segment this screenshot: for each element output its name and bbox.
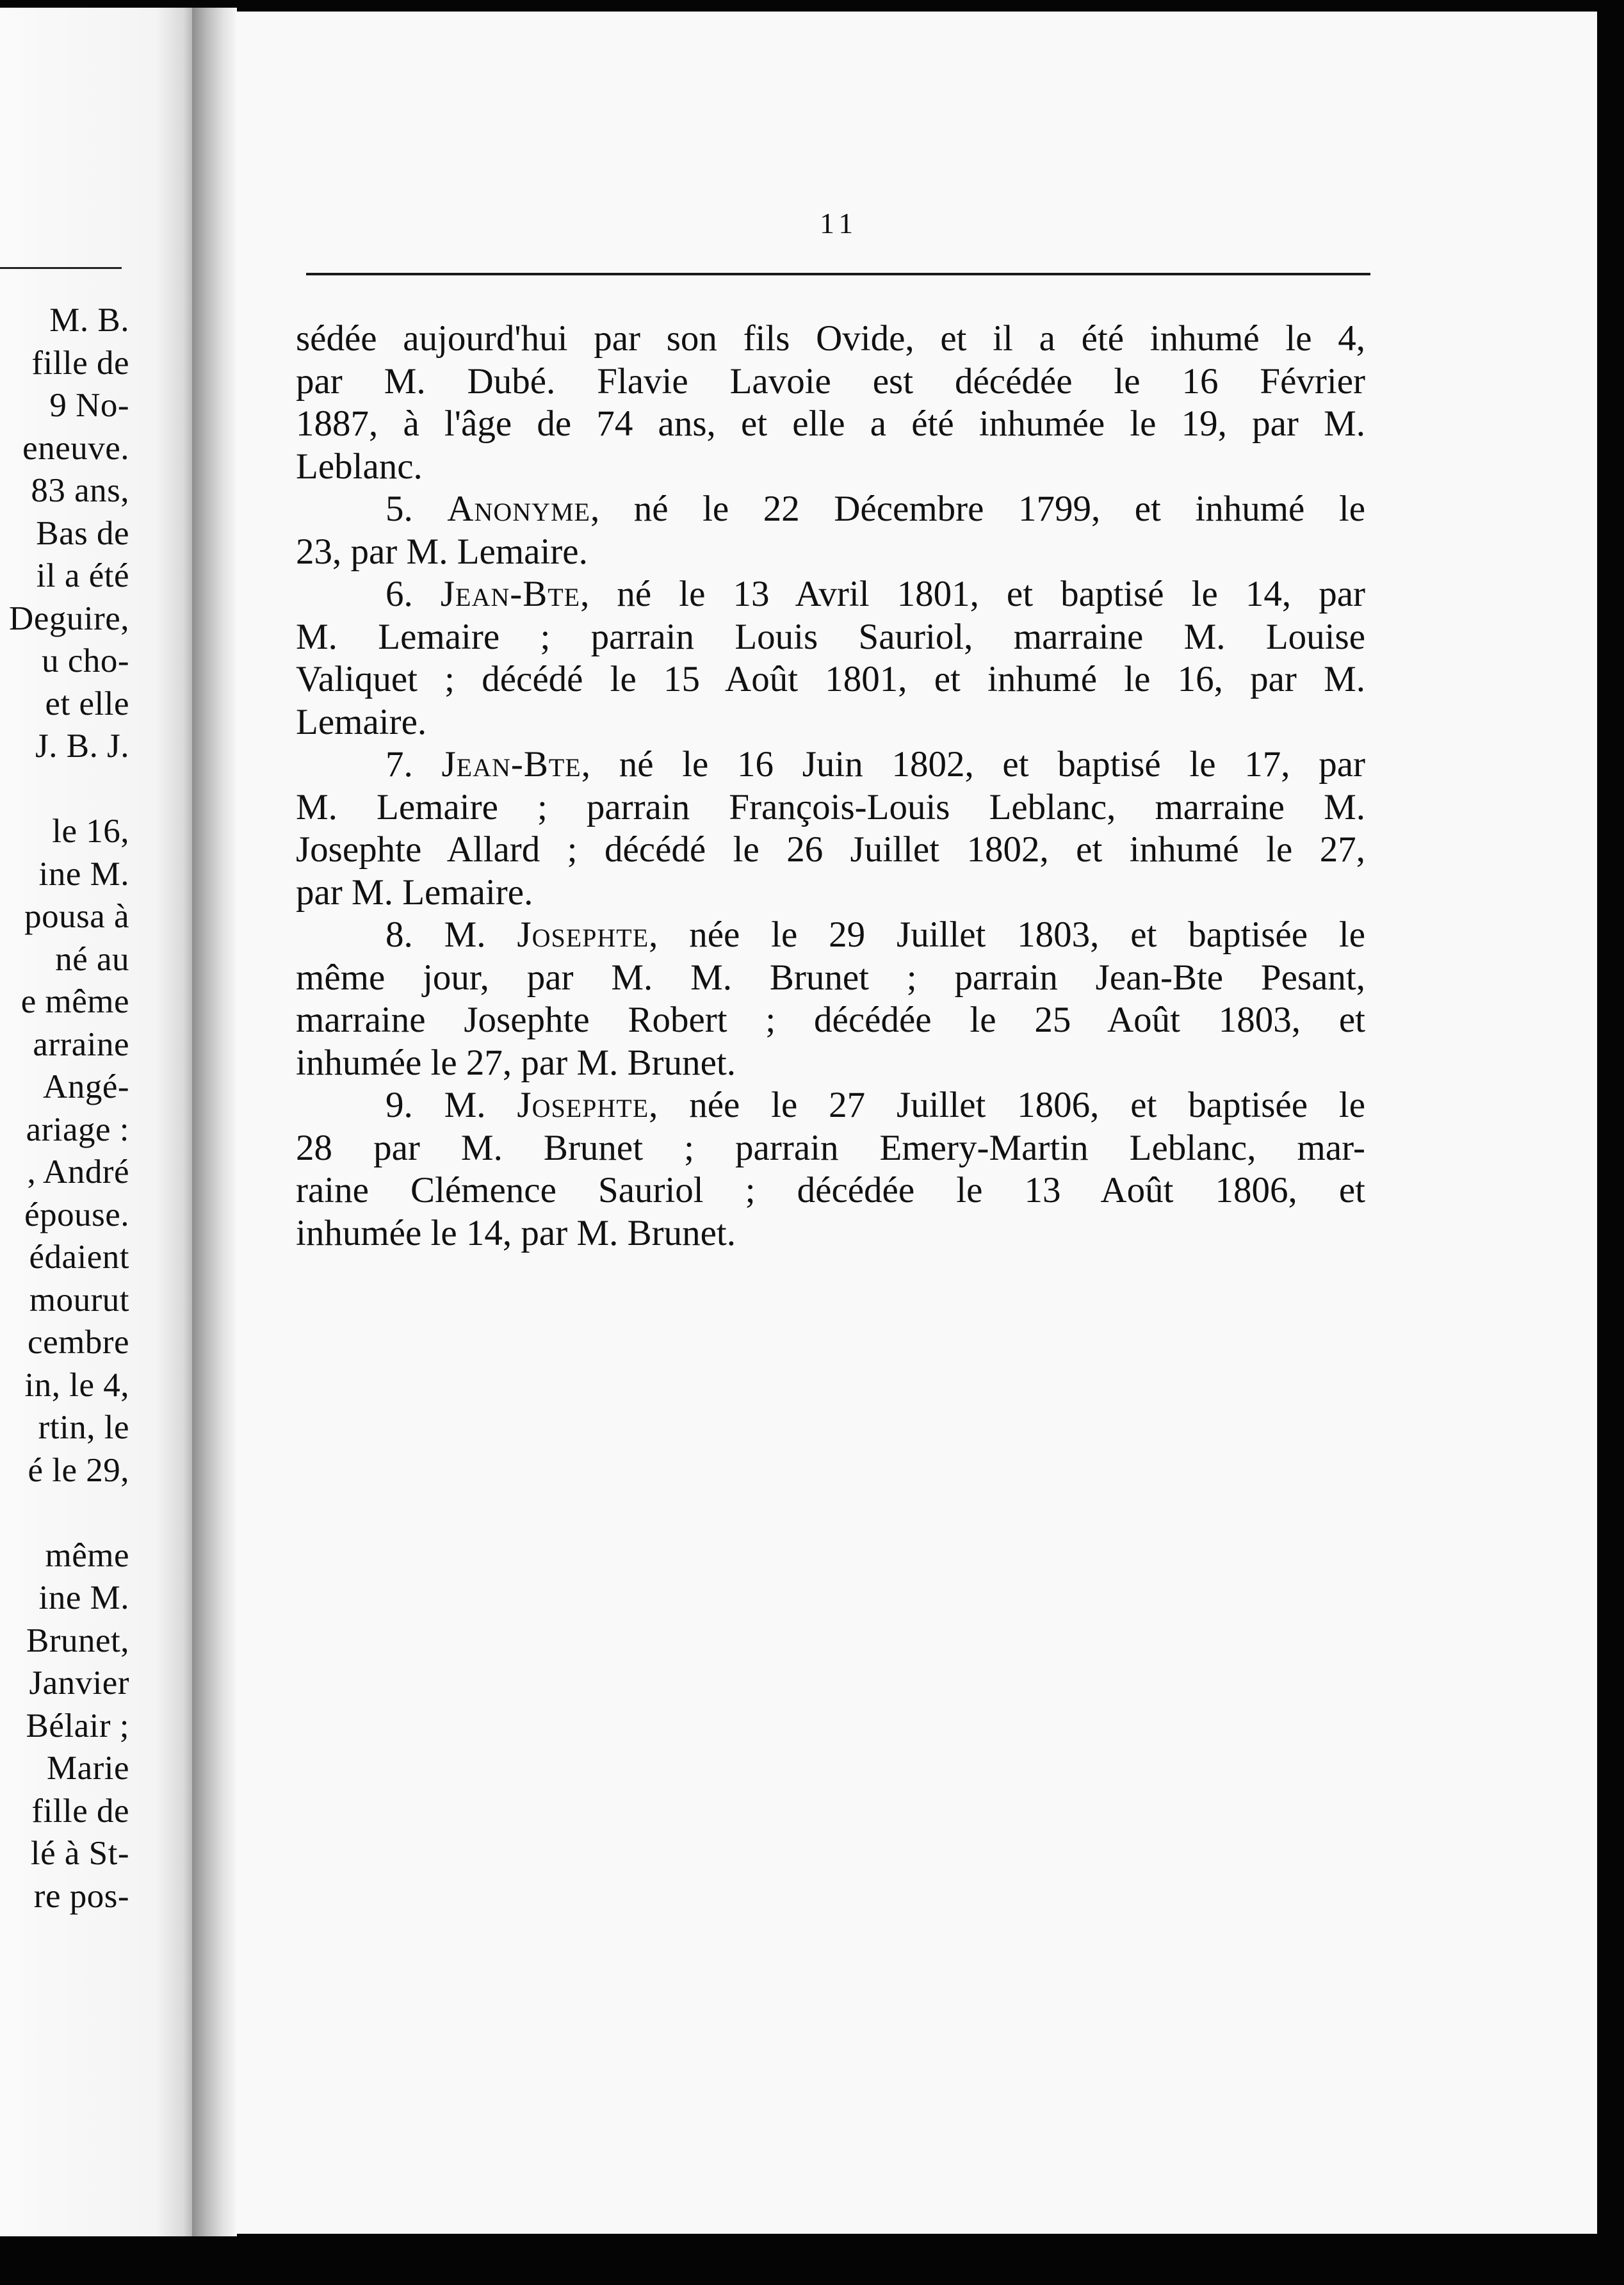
text-line: M. Lemaire ; parrain François-Louis Leblanc, marraine M. xyxy=(296,786,1365,827)
previous-page-line: Janvier xyxy=(29,1664,129,1702)
entry-first-line-text: , né le 13 Avril 1801, et baptisé le 14, par xyxy=(580,574,1365,614)
entry-name-prefix: M. xyxy=(444,915,517,955)
text-line: Lemaire. xyxy=(296,701,427,742)
previous-page-line: cembre xyxy=(28,1324,129,1361)
text-line xyxy=(296,488,1365,531)
previous-page-line: Bas de xyxy=(36,514,129,552)
previous-page-line: lé à St- xyxy=(30,1835,129,1872)
entry-name: Josephte xyxy=(517,915,649,955)
entry-number: 5. xyxy=(386,489,448,529)
text-line: par M. Lemaire. xyxy=(296,872,533,913)
previous-page-fragment xyxy=(0,8,200,2236)
text-line: inhumée le 14, par M. Brunet. xyxy=(296,1212,736,1253)
entry-name: Jean-Bte xyxy=(441,744,581,785)
previous-page-line: édaient xyxy=(29,1239,129,1276)
previous-page-line: Deguire, xyxy=(9,599,129,637)
previous-page-line: il a été xyxy=(36,557,129,594)
previous-page-line: et elle xyxy=(45,685,129,722)
text-line: M. Lemaire ; parrain Louis Sauriol, marraine M. Louise xyxy=(296,616,1365,657)
entry-paragraph xyxy=(296,744,1365,914)
entry-first-line-text: , né le 16 Juin 1802, et baptisé le 17, par xyxy=(581,744,1366,785)
previous-page-rule xyxy=(0,267,122,269)
entry-paragraph xyxy=(296,488,1365,573)
previous-page-line: eneuve. xyxy=(22,429,129,467)
entry-first-line-text: , née le 27 Juillet 1806, et baptisée le xyxy=(649,1085,1366,1125)
previous-page-line: rtin, le xyxy=(38,1409,129,1446)
entry-paragraph xyxy=(296,914,1365,1084)
text-line xyxy=(296,573,1365,616)
previous-page-line: é le 29, xyxy=(28,1451,129,1489)
text-line: Valiquet ; décédé le 15 Août 1801, et inhumé le 16, par M. xyxy=(296,659,1365,699)
previous-page-line: même xyxy=(45,1536,129,1574)
book-gutter-shadow xyxy=(192,8,237,2236)
entry-name: Jean-Bte xyxy=(440,574,581,614)
text-line: marraine Josephte Robert ; décédée le 25 Août 1803, et xyxy=(296,1000,1365,1040)
entry-number: 6. xyxy=(386,574,441,614)
text-line: inhumée le 27, par M. Brunet. xyxy=(296,1042,736,1083)
entry-name: Josephte xyxy=(517,1085,649,1125)
previous-page-line: ine M. xyxy=(38,855,129,893)
previous-page-line: u cho- xyxy=(42,642,129,679)
entry-number: 8. xyxy=(386,915,444,955)
previous-page-line: Brunet, xyxy=(26,1622,129,1659)
entry-paragraph xyxy=(296,573,1365,744)
previous-page-line: pousa à xyxy=(24,898,129,935)
previous-page-line: mourut xyxy=(29,1281,129,1319)
previous-page-line: ine M. xyxy=(38,1579,129,1616)
text-line: raine Clémence Sauriol ; décédée le 13 Août 1806, et xyxy=(296,1170,1365,1210)
entry-first-line-text: , né le 22 Décembre 1799, et inhumé le xyxy=(590,489,1366,529)
entry-paragraph xyxy=(296,318,1365,488)
previous-page-line: 9 No- xyxy=(49,387,129,424)
previous-page-line: Bélair ; xyxy=(26,1707,129,1744)
text-line: sédée aujourd'hui par son fils Ovide, et il a été inhumé le 4, xyxy=(296,318,1365,359)
previous-page-line: Angé- xyxy=(43,1068,129,1105)
text-line xyxy=(296,914,1365,957)
previous-page-line: fille de xyxy=(31,1792,129,1830)
text-line: Josephte Allard ; décédé le 26 Juillet 1802, et inhumé le 27, xyxy=(296,829,1365,870)
text-line: même jour, par M. M. Brunet ; parrain Jean-Bte Pesant, xyxy=(296,957,1365,998)
previous-page-line xyxy=(0,1492,129,1534)
previous-page-line: arraine xyxy=(33,1025,129,1063)
page-number: 11 xyxy=(820,207,859,240)
previous-page-line: re pos- xyxy=(33,1877,129,1915)
text-line: 23, par M. Lemaire. xyxy=(296,531,588,572)
previous-page-line: fille de xyxy=(31,344,129,382)
entry-number: 9. xyxy=(386,1085,444,1125)
previous-page-line: e même xyxy=(20,983,129,1020)
previous-page-line: M. B. xyxy=(49,302,129,339)
header-rule xyxy=(306,273,1370,275)
text-line: 1887, à l'âge de 74 ans, et elle a été inhumée le 19, par M. xyxy=(296,403,1365,444)
previous-page-line: 83 ans, xyxy=(31,472,129,509)
previous-page-line xyxy=(0,768,129,811)
text-line: par M. Dubé. Flavie Lavoie est décédée le 16 Février xyxy=(296,361,1365,402)
text-line: Leblanc. xyxy=(296,446,423,487)
entry-name-prefix: M. xyxy=(444,1085,517,1125)
entry-number: 7. xyxy=(386,744,442,785)
text-line xyxy=(296,1084,1365,1127)
previous-page-line: épouse. xyxy=(24,1196,129,1233)
entry-first-line-text: , née le 29 Juillet 1803, et baptisée le xyxy=(649,915,1366,955)
previous-page-line: né au xyxy=(55,940,129,978)
previous-page-text xyxy=(0,299,129,1917)
previous-page-line: Marie xyxy=(46,1750,129,1787)
entry-paragraph xyxy=(296,1084,1365,1255)
text-line: 28 par M. Brunet ; parrain Emery-Martin Leblanc, mar- xyxy=(296,1127,1365,1168)
page-body xyxy=(296,318,1365,1255)
previous-page-line: ariage : xyxy=(26,1110,129,1148)
previous-page-line: J. B. J. xyxy=(35,728,129,765)
previous-page-line: in, le 4, xyxy=(24,1366,129,1404)
entry-name: Anonyme xyxy=(447,489,590,529)
previous-page-line: le 16, xyxy=(52,813,129,850)
previous-page-line: , André xyxy=(27,1153,129,1191)
text-line xyxy=(296,744,1365,786)
